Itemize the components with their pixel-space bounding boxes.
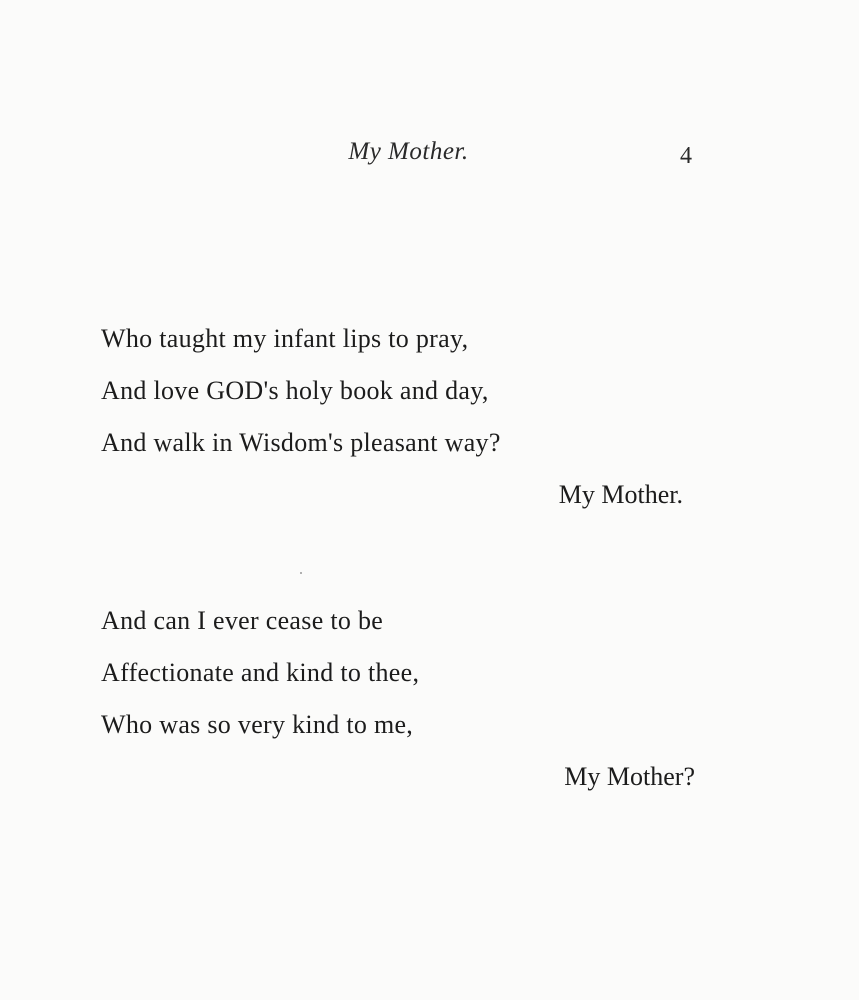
page-number: 4 (680, 143, 692, 169)
poem-line: And walk in Wisdom's pleasant way? (101, 428, 501, 457)
poem-refrain: My Mother? (564, 762, 695, 791)
poem-refrain: My Mother. (558, 480, 683, 509)
poem-line: Who was so very kind to me, (101, 710, 414, 739)
poem-line: Who taught my infant lips to pray, (101, 324, 469, 353)
stanza-2 (101, 606, 701, 791)
poem-line: And love GOD's holy book and day, (101, 376, 489, 405)
poem-line: Affectionate and kind to thee, (101, 658, 420, 687)
paper-speck (300, 572, 302, 574)
stanza-1 (101, 324, 701, 509)
poem-line: And can I ever cease to be (101, 606, 384, 635)
page-title: My Mother. (348, 138, 469, 165)
